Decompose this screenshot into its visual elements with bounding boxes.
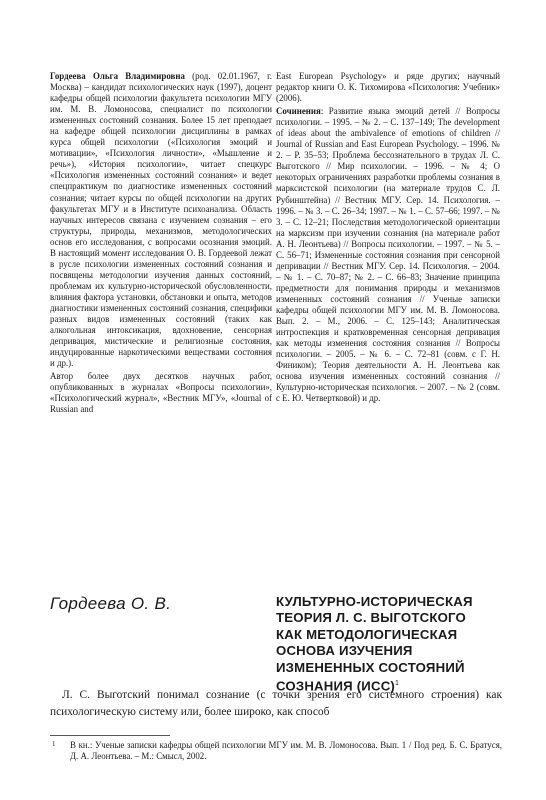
works-label: Сочинения — [276, 106, 321, 117]
title-line: ИЗМЕНЕННЫХ СОСТОЯНИЙ — [276, 659, 465, 675]
article-lead-paragraph: Л. С. Выготский понимал сознание (с точки зрения его системного строения) как психологическую систему или, более широко, как способ — [50, 689, 502, 718]
title-line: ОСНОВА ИЗУЧЕНИЯ — [276, 643, 413, 659]
author-bio-text: (род. 02.01.1967, г. Москва) – кандидат психологических наук (1997), доцент кафедры общей психологии факультета психологии МГУ им. М. В. Ломоносова, специалист по психологии измененных состояний сознания. Более 15 лет преподает на кафедре общей психологии дисциплины в рамках курса общей психологии («Психология эмоций и мотивации», «Психология личности», «Мышление и речь»), «История психологии», читает спецкурс «Психология измененных состояний сознания» и ведет спецпрактикум по диагностике измененных состояний сознания; читает курсы по общей психологии на других факультетах МГУ и в Институте психоанализа. Область научных интересов связана с изучением сознания – его структуры, природы, механизмов, методологических основ его исследования, с вопросами осознания эмоций. В настоящий момент исследования О. В. Гордеевой лежат в русле психологии измененных состояний сознания и посвящены методологии изучения данных состояний, проблемам их культурно-исторической обусловленности, влияния фактора установки, обстановки и опыта, методов диагностики измененных состояний сознания, специфики разных видов измененных состояний (таких как алкогольная интоксикация, вдохновение, сенсорная депривация, мистические и религиозные состояния, индуцированные наркотическими веществами состояния и др.). — [50, 71, 272, 369]
footnote-divider — [50, 735, 170, 736]
title-line: ТЕОРИЯ Л. С. ВЫГОТСКОГО — [276, 610, 466, 626]
title-line: КАК МЕТОДОЛОГИЧЕСКАЯ — [276, 626, 458, 642]
footnote-mark: 1 — [52, 740, 56, 748]
title-line: КУЛЬТУРНО-ИСТОРИЧЕСКАЯ — [276, 594, 473, 609]
footnote — [50, 740, 502, 762]
author-works-column — [276, 71, 500, 404]
title-footnote-mark[interactable]: 1 — [395, 680, 400, 688]
works-list: : Развитие языка эмоций детей // Вопросы психологии. – 1995. – № 2. – С. 137–149; The development of ideas about the ambivalence of emotions of children // Journal of Russian and East European Psychology. – 1996. № 2. – P. 35–53; Проблема бессознательного в трудах Л. С. Выготского // Мир психологии. – 1996. – № 4; О некоторых ограничениях разработки проблемы сознания в марксистской психологии (на материале трудов С. Л. Рубинштейна) // Вестник МГУ. Сер. 14. Психология. – 1996. – № 3. – С. 26–34; 1997. – № 1. – С. 57–66; 1997. – № 3. – С. 12–21; Последствия методологической ориентации на марксизм при изучении сознания (на материале работ А. Н. Леонтьева) // Вопросы психологии. – 1997. – № 5. – С. 56–71; Измененные состояния сознания при сенсорной депривации // Вестник МГУ. Сер. 14. Психология. – 2004. – № 1. – С. 70–87; № 2. – С. 66–83; Значение принципа предметности для понимания природы и механизмов измененных состояний сознания // Ученые записки кафедры общей психологии МГУ им. М. В. Ломоносова. Вып. 2. – М., 2006. – С. 125–143; Аналитическая интроспекция и кратковременная сенсорная депривация как методы изменения состояния сознания // Вопросы психологии. – 2005. – № 6. – С. 72–81 (совм. с Г. Н. Фиником); Теория деятельности А. Н. Леонтьева как основа изучения измененных состояний сознания // Культурно-историческая психология. – 2007. – № 2 (совм. с Е. Ю. Четвертковой) и др. — [276, 106, 500, 404]
author-full-name: Гордеева Ольга Владимировна — [50, 71, 185, 81]
publications-continuation: East European Psychology» и ряде других; научный редактор книги О. К. Тихомирова «Психология: Учебник» (2006). — [276, 71, 500, 104]
author-bio-paragraph — [50, 71, 272, 369]
title-line-text: СОЗНАНИЯ (ИСС) — [276, 678, 396, 694]
publications-intro: Автор более двух десятков научных работ, опубликованных в журналах «Вопросы психологии», «Психологический журнал», «Вестник МГУ», «Journal of Russian and — [50, 371, 272, 415]
footnote-text: В кн.: Ученые записки кафедры общей психологии МГУ им. М. В. Ломоносова. Вып. 1 / Под ред. Б. С. Братуся, Д. А. Леонтьева. – М.: Смысл, 2002. — [70, 740, 502, 761]
article-title — [276, 594, 516, 695]
author-bio-column — [50, 71, 272, 415]
works-paragraph — [276, 106, 500, 404]
article-author: Гордеева О. В. — [50, 594, 172, 613]
